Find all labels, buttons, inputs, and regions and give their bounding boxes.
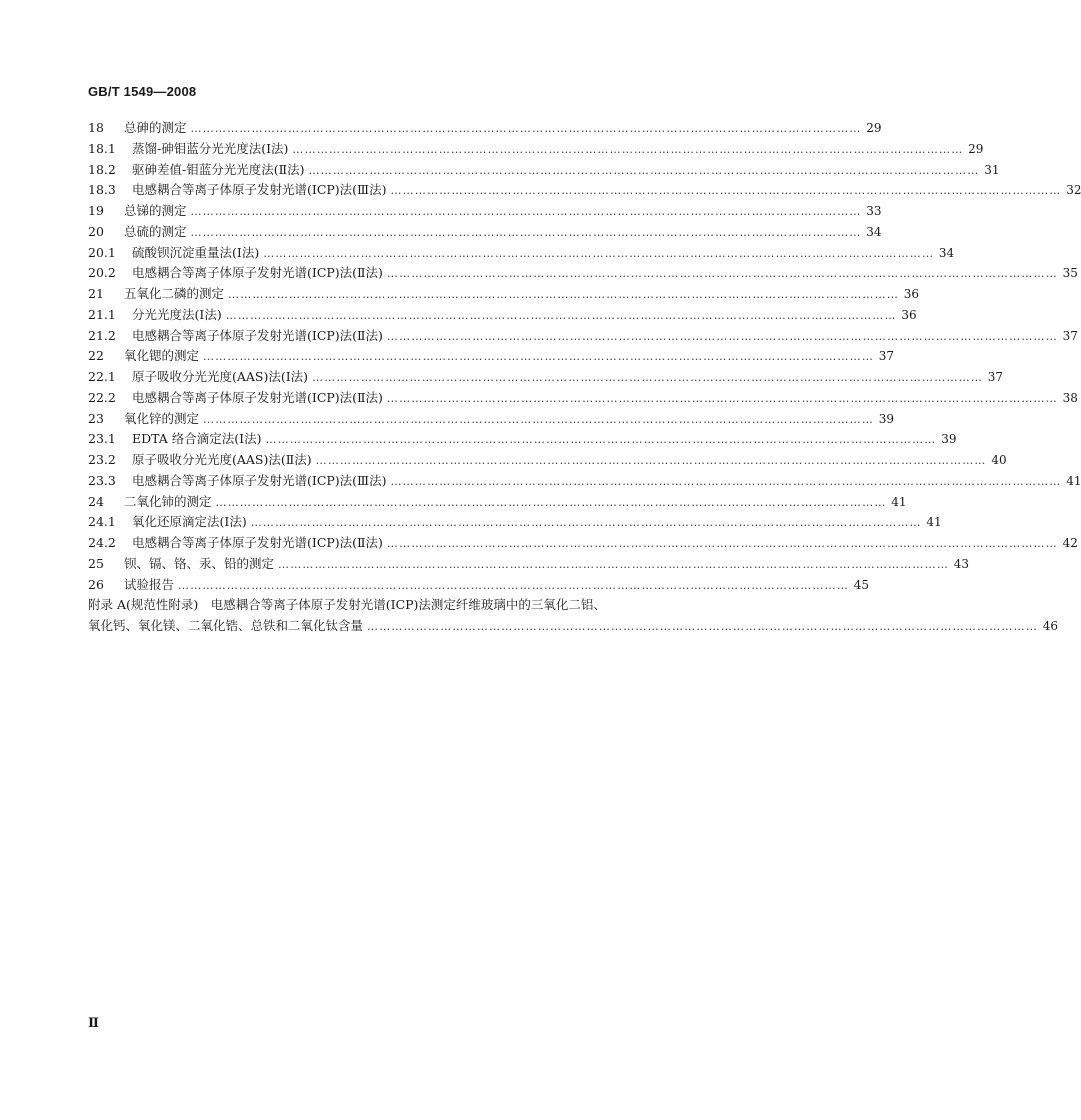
toc-entry[interactable] (88, 201, 882, 222)
toc-entry[interactable] (88, 367, 1004, 388)
annex-title-line1: 附录 A(规范性附录) 电感耦合等离子体原子发射光谱(ICP)法测定纤维玻璃中的三氧化二铝、 (88, 597, 606, 613)
toc-entry-title: 硫酸钡沉淀重量法(Ⅰ法) (132, 244, 260, 260)
dot-leader: ………………………………………………………………………………………………………………………………………………… (203, 350, 875, 364)
toc-entry-title: 原子吸收分光光度(AAS)法(Ⅰ法) (132, 369, 309, 384)
dot-leader: ………………………………………………………………………………………………………………………………………………… (315, 454, 987, 467)
toc-entry-page-number: 37 (987, 370, 1004, 384)
toc-entry[interactable] (88, 180, 1081, 201)
toc-entry-number: 22.1 (88, 369, 116, 384)
toc-entry-title: 蒸馏-砷钼蓝分光光度法(Ⅰ法) (132, 140, 289, 156)
toc-entry-page-number: 39 (941, 432, 957, 447)
annex-page-number: 46 (1042, 619, 1059, 633)
toc-entry[interactable] (88, 305, 917, 326)
dot-leader: ………………………………………………………………………………………………………………………………………………… (390, 184, 1062, 198)
toc-entry-page-number: 42 (1062, 536, 1078, 550)
toc-entry[interactable] (88, 533, 1078, 554)
dot-leader: ………………………………………………………………………………………………………………………………………………… (263, 246, 935, 260)
toc-entry[interactable] (88, 388, 1078, 409)
toc-entry[interactable] (88, 118, 882, 139)
dot-leader: ………………………………………………………………………………………………………………………………………………… (190, 205, 862, 218)
dot-leader: ………………………………………………………………………………………………………………………………………………… (292, 142, 964, 156)
toc-entry-number: 18.1 (88, 140, 116, 156)
toc-entry-title: 氧化还原滴定法(Ⅰ法) (132, 514, 247, 530)
toc-entry-title: 电感耦合等离子体原子发射光谱(ICP)法(Ⅱ法) (132, 535, 383, 550)
toc-entries (88, 118, 1081, 595)
toc-entry-number: 24 (88, 493, 104, 509)
toc-entry-title: 总砷的测定 (124, 120, 187, 135)
toc-entry-title: 总硫的测定 (124, 223, 187, 239)
dot-leader: ………………………………………………………………………………………………………………………………………………… (386, 267, 1058, 281)
toc-entry-number: 25 (88, 555, 104, 571)
toc-entry-number: 20 (88, 223, 104, 239)
toc-entry-title: 五氧化二磷的测定 (124, 286, 225, 301)
toc-entry[interactable] (88, 554, 970, 575)
toc-entry-title: 分光光度法(Ⅰ法) (132, 306, 222, 322)
toc-entry-number: 18 (88, 120, 104, 135)
toc-entry-number: 20.2 (88, 265, 116, 281)
toc-entry-page-number: 45 (853, 577, 870, 592)
toc-entry-number: 19 (88, 203, 104, 218)
dot-leader: ………………………………………………………………………………………………………………………………………………… (225, 308, 897, 322)
dot-leader: ………………………………………………………………………………………………………………………………………………… (312, 371, 984, 384)
toc-entry-title: 电感耦合等离子体原子发射光谱(ICP)法(Ⅲ法) (132, 472, 387, 488)
dot-leader: ………………………………………………………………………………………………………………………………………………… (367, 620, 1039, 633)
toc-entry-number: 18.3 (88, 182, 116, 198)
toc-entry[interactable] (88, 263, 1078, 284)
toc-entry[interactable] (88, 160, 1000, 181)
toc-entry-number: 23.2 (88, 452, 116, 467)
toc-entry[interactable] (88, 409, 895, 430)
toc-entry-title: 试验报告 (124, 576, 175, 592)
toc-entry-page-number: 41 (1066, 473, 1081, 488)
toc-entry-page-number: 43 (953, 556, 970, 571)
toc-entry[interactable] (88, 284, 920, 305)
toc-entry-title: 二氧化铈的测定 (124, 493, 212, 509)
toc-entry-number: 23.3 (88, 472, 116, 488)
dot-leader: ………………………………………………………………………………………………………………………………………………… (190, 225, 862, 239)
toc-entry[interactable] (88, 492, 907, 513)
toc-entry-title: 电感耦合等离子体原子发射光谱(ICP)法(Ⅱ法) (132, 327, 383, 343)
toc-entry-page-number: 34 (866, 224, 882, 239)
dot-leader: ………………………………………………………………………………………………………………………………………………… (386, 391, 1058, 405)
toc-entry-number: 24.2 (88, 535, 116, 550)
toc-entry-number: 21.1 (88, 306, 116, 322)
toc-entry-page-number: 36 (901, 307, 917, 322)
toc-entry-number: 18.2 (88, 161, 116, 177)
toc-entry-page-number: 41 (926, 515, 942, 530)
annex-entry-line2[interactable] (88, 616, 1059, 637)
toc-entry-title: 驱砷差值-钼蓝分光光度法(Ⅱ法) (132, 161, 305, 177)
dot-leader: ………………………………………………………………………………………………………………………………………………… (265, 433, 937, 447)
toc-entry-number: 20.1 (88, 244, 116, 260)
dot-leader: ………………………………………………………………………………………………………………………………………………… (386, 329, 1058, 343)
toc-entry[interactable] (88, 575, 870, 596)
toc-entry-page-number: 40 (991, 453, 1007, 467)
toc-entry-page-number: 33 (866, 204, 882, 218)
toc-entry-number: 23.1 (88, 431, 116, 447)
toc-entry-page-number: 34 (938, 245, 955, 260)
toc-entry-page-number: 38 (1062, 390, 1078, 405)
toc-entry-number: 26 (88, 576, 104, 592)
page-number-footer: Ⅱ (88, 1016, 99, 1031)
toc-entry-title: 电感耦合等离子体原子发射光谱(ICP)法(Ⅱ法) (132, 389, 383, 405)
dot-leader: ………………………………………………………………………………………………………………………………………………… (386, 537, 1058, 550)
toc-entry[interactable] (88, 429, 957, 450)
toc-entry[interactable] (88, 326, 1078, 347)
toc-entry-page-number: 32 (1066, 183, 1081, 198)
toc-entry[interactable] (88, 139, 984, 160)
standard-code: GB/T 1549—2008 (88, 84, 197, 99)
dot-leader: ………………………………………………………………………………………………………………………………………………… (390, 474, 1062, 488)
toc-entry-page-number: 31 (984, 162, 1000, 177)
toc-entry-title: 原子吸收分光光度(AAS)法(Ⅱ法) (132, 452, 312, 467)
table-of-contents (88, 118, 1081, 637)
toc-entry-number: 21.2 (88, 327, 116, 343)
toc-entry[interactable] (88, 222, 882, 243)
toc-entry-title: 电感耦合等离子体原子发射光谱(ICP)法(Ⅱ法) (132, 265, 383, 281)
toc-entry-page-number: 35 (1062, 266, 1078, 281)
toc-entry-page-number: 29 (866, 121, 882, 135)
toc-entry-title: 钡、镉、铬、汞、铅的测定 (124, 555, 275, 571)
toc-entry-title: 总锑的测定 (124, 203, 187, 218)
toc-entry[interactable] (88, 346, 895, 367)
toc-entry[interactable] (88, 512, 942, 533)
toc-entry-page-number: 36 (903, 287, 920, 301)
dot-leader: ………………………………………………………………………………………………………………………………………………… (215, 495, 887, 509)
toc-entry-page-number: 37 (1062, 328, 1078, 343)
dot-leader: ………………………………………………………………………………………………………………………………………………… (228, 288, 900, 301)
dot-leader: ………………………………………………………………………………………………………………………………………………… (203, 412, 875, 426)
dot-leader: ………………………………………………………………………………………………………………………………………………… (308, 163, 980, 177)
toc-entry-number: 22 (88, 348, 104, 364)
toc-entry-number: 21 (88, 286, 104, 301)
annex-entry-line1[interactable] (88, 595, 704, 616)
toc-entry-page-number: 37 (878, 349, 895, 364)
dot-leader: ………………………………………………………………………………………………………………………………………………… (190, 122, 862, 135)
toc-entry[interactable] (88, 243, 955, 264)
toc-entry-page-number: 39 (878, 411, 895, 426)
toc-entry-number: 22.2 (88, 389, 116, 405)
toc-entry-number: 23 (88, 410, 104, 426)
toc-entry[interactable] (88, 450, 1007, 471)
dot-leader: ………………………………………………………………………………………………………………………………………………… (178, 578, 850, 592)
dot-leader: ………………………………………………………………………………………………………………………………………………… (278, 557, 950, 571)
toc-entry-page-number: 29 (968, 141, 984, 156)
toc-entry-title: EDTA 络合滴定法(Ⅰ法) (132, 431, 262, 447)
toc-entry-title: 氧化锌的测定 (124, 410, 200, 426)
toc-entry-number: 24.1 (88, 514, 116, 530)
toc-entry[interactable] (88, 471, 1081, 492)
toc-entry-page-number: 41 (891, 494, 907, 509)
toc-entry-title: 电感耦合等离子体原子发射光谱(ICP)法(Ⅲ法) (132, 182, 387, 198)
annex-title-line2: 氧化钙、氧化镁、二氧化锆、总铁和二氧化钛含量 (88, 618, 364, 633)
toc-entry-title: 氧化锶的测定 (124, 348, 200, 364)
dot-leader: ………………………………………………………………………………………………………………………………………………… (250, 516, 922, 530)
